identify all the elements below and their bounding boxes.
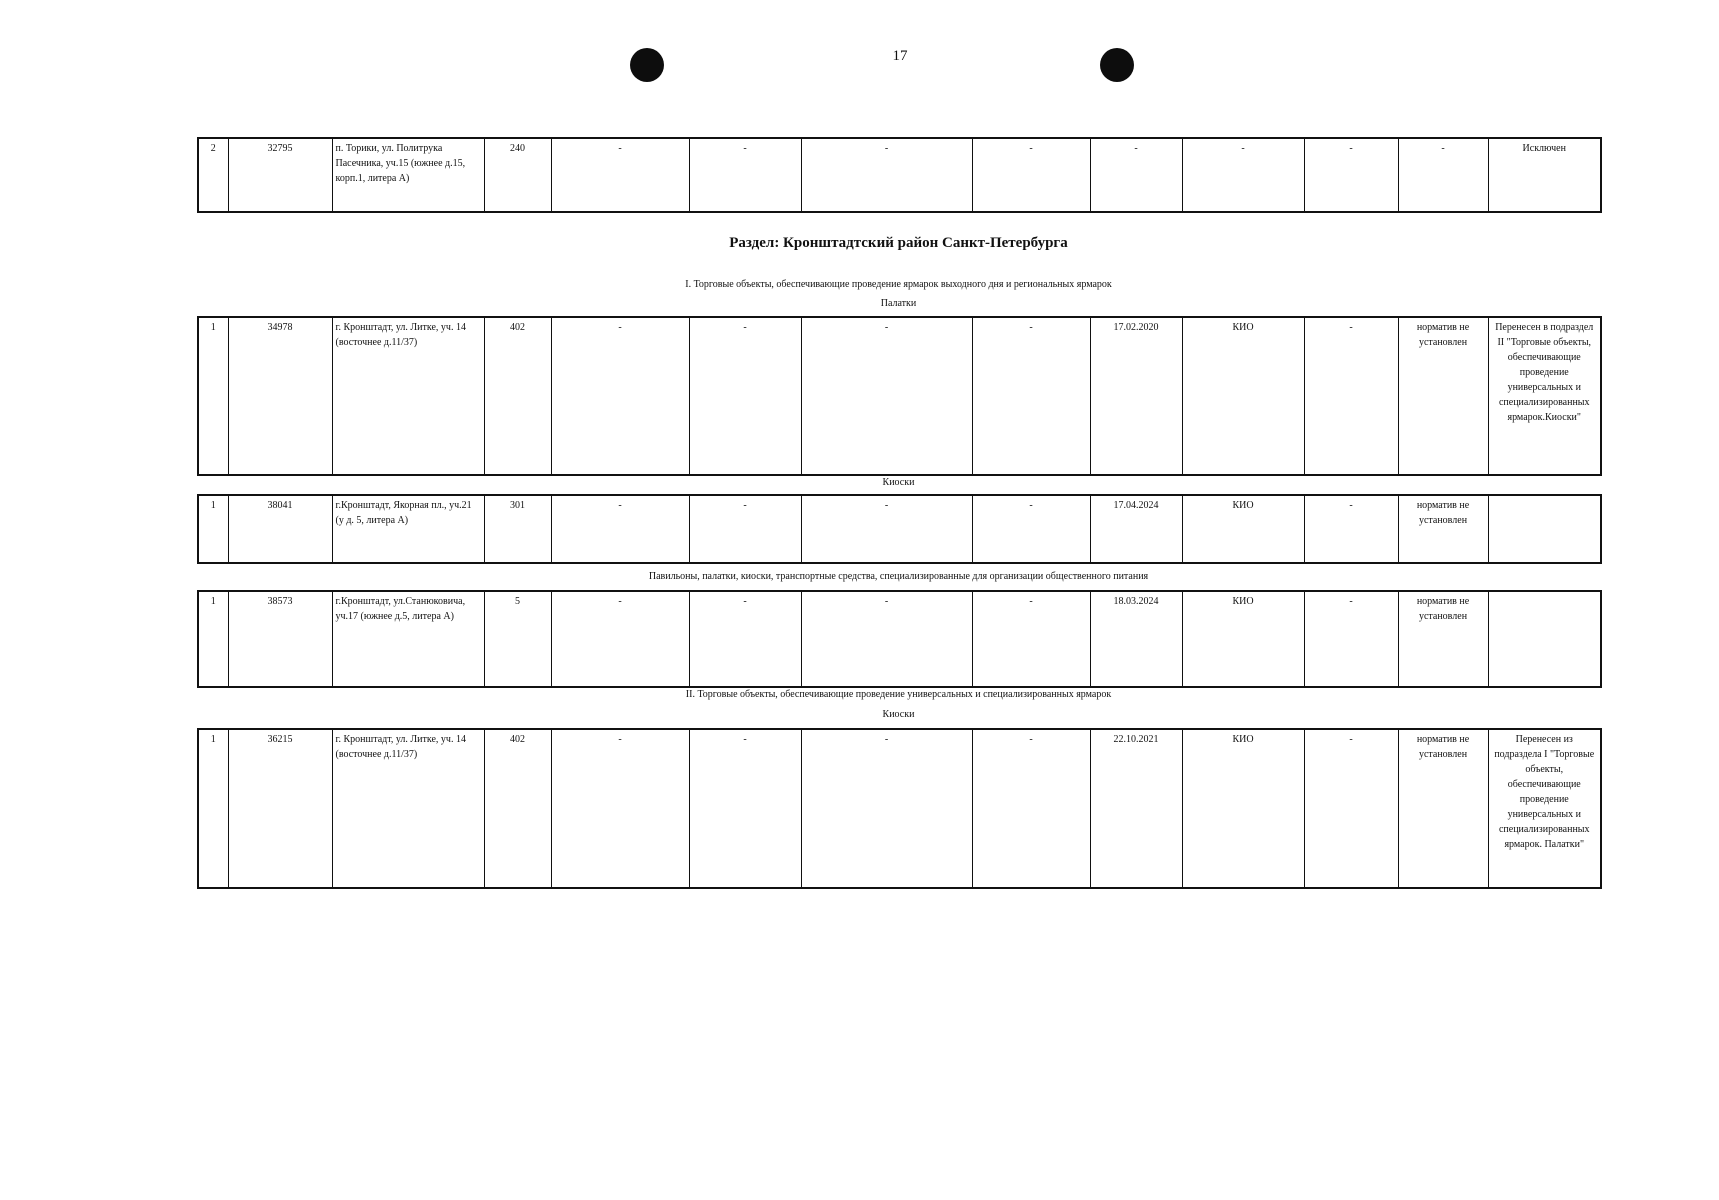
cell-authority: КИО — [1182, 729, 1304, 888]
page-number: 17 — [892, 48, 908, 64]
cell-norm: - — [1398, 138, 1488, 212]
cell-note — [1488, 591, 1601, 687]
table-row-36215 — [197, 728, 1602, 889]
cell-note: Исключен — [1488, 138, 1601, 212]
cell-date: 18.03.2024 — [1090, 591, 1182, 687]
cell-5: - — [551, 729, 689, 888]
row-number: 1 — [198, 317, 228, 475]
caption-part2: II. Торговые объекты, обеспечивающие проведение универсальных и специализированных ярмарок — [685, 689, 1112, 700]
cell-8: - — [972, 317, 1090, 475]
object-id: 36215 — [228, 729, 332, 888]
cell-7: - — [801, 591, 972, 687]
cell-authority: КИО — [1182, 495, 1304, 563]
address: г. Кронштадт, ул. Литке, уч. 14 (восточнее д.11/37) — [332, 317, 484, 475]
address: п. Торики, ул. Политрука Пасечника, уч.15 (южнее д.15, корп.1, литера А) — [332, 138, 484, 212]
caption-kioski-1: Киоски — [882, 477, 915, 488]
cell-7: - — [801, 138, 972, 212]
area: 301 — [484, 495, 551, 563]
cell-note: Перенесен в подраздел II "Торговые объекты, обеспечивающие проведение универсальных и специализированных ярмарок.Киоски" — [1488, 317, 1601, 475]
cell-8: - — [972, 591, 1090, 687]
cell-norm: норматив не установлен — [1398, 591, 1488, 687]
row-number: 1 — [198, 729, 228, 888]
caption-pavilions: Павильоны, палатки, киоски, транспортные средства, специализированные для организации общественного питания — [648, 571, 1149, 582]
cell-7: - — [801, 317, 972, 475]
cell-5: - — [551, 591, 689, 687]
cell-note: Перенесен из подраздела I "Торговые объекты, обеспечивающие проведение универсальных и специализированных ярмарок. Палатки" — [1488, 729, 1601, 888]
cell-norm: норматив не установлен — [1398, 317, 1488, 475]
section-title: Раздел: Кронштадтский район Санкт-Петербурга — [729, 235, 1068, 251]
address: г. Кронштадт, ул. Литке, уч. 14 (восточнее д.11/37) — [332, 729, 484, 888]
cell-authority: КИО — [1182, 317, 1304, 475]
object-id: 32795 — [228, 138, 332, 212]
area: 402 — [484, 317, 551, 475]
object-id: 38041 — [228, 495, 332, 563]
cell-11: - — [1304, 591, 1398, 687]
cell-6: - — [689, 729, 801, 888]
binding-hole-left — [630, 48, 664, 82]
cell-7: - — [801, 729, 972, 888]
cell-norm: норматив не установлен — [1398, 495, 1488, 563]
address: г.Кронштадт, ул.Станюковича, уч.17 (южнее д.5, литера А) — [332, 591, 484, 687]
cell-authority: КИО — [1182, 591, 1304, 687]
cell-8: - — [972, 729, 1090, 888]
object-id: 34978 — [228, 317, 332, 475]
address: г.Кронштадт, Якорная пл., уч.21 (у д. 5, литера А) — [332, 495, 484, 563]
cell-11: - — [1304, 495, 1398, 563]
area: 240 — [484, 138, 551, 212]
cell-7: - — [801, 495, 972, 563]
cell-6: - — [689, 138, 801, 212]
caption-kioski-2: Киоски — [882, 709, 915, 720]
area: 402 — [484, 729, 551, 888]
cell-6: - — [689, 591, 801, 687]
table-row-34978 — [197, 316, 1602, 476]
cell-note — [1488, 495, 1601, 563]
object-id: 38573 — [228, 591, 332, 687]
row-number: 2 — [198, 138, 228, 212]
cell-8: - — [972, 495, 1090, 563]
cell-date: - — [1090, 138, 1182, 212]
table-row-38041 — [197, 494, 1602, 564]
caption-palatki: Палатки — [880, 298, 917, 309]
cell-date: 17.02.2020 — [1090, 317, 1182, 475]
cell-5: - — [551, 495, 689, 563]
cell-11: - — [1304, 317, 1398, 475]
cell-date: 22.10.2021 — [1090, 729, 1182, 888]
area: 5 — [484, 591, 551, 687]
cell-11: - — [1304, 138, 1398, 212]
cell-11: - — [1304, 729, 1398, 888]
row-number: 1 — [198, 591, 228, 687]
table-row-32795 — [197, 137, 1602, 213]
caption-part1: I. Торговые объекты, обеспечивающие проведение ярмарок выходного дня и региональных ярмарок — [685, 279, 1112, 290]
cell-authority: - — [1182, 138, 1304, 212]
cell-date: 17.04.2024 — [1090, 495, 1182, 563]
cell-6: - — [689, 317, 801, 475]
cell-6: - — [689, 495, 801, 563]
table-row-38573 — [197, 590, 1602, 688]
cell-norm: норматив не установлен — [1398, 729, 1488, 888]
row-number: 1 — [198, 495, 228, 563]
cell-8: - — [972, 138, 1090, 212]
cell-5: - — [551, 138, 689, 212]
binding-hole-right — [1100, 48, 1134, 82]
cell-5: - — [551, 317, 689, 475]
